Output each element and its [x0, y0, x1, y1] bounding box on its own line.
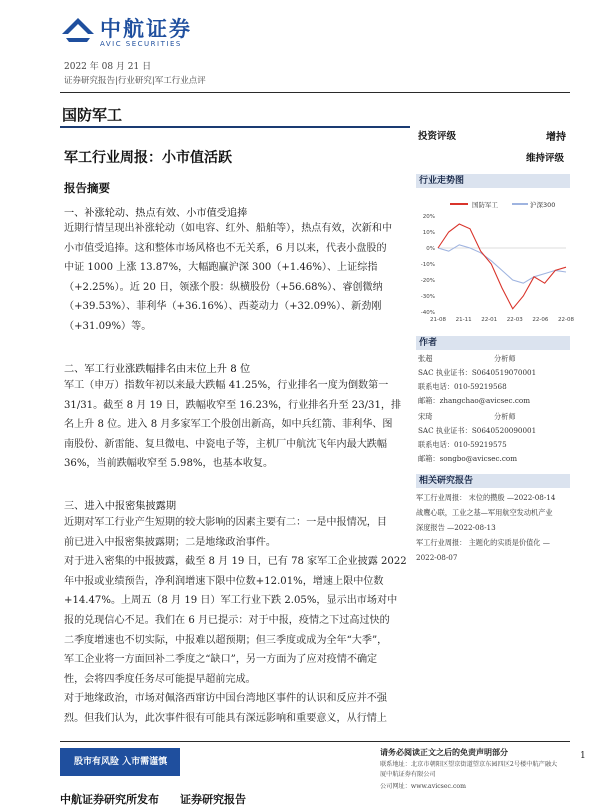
- author-sac: SAC 执业证书：S0640519070001: [418, 368, 537, 377]
- body-line: 军工企业将一方面回补二季度之“缺口”，另一方面为了应对疫情不确定: [64, 654, 378, 666]
- page-number: 1: [580, 751, 586, 761]
- section-heading: 三、进入中报密集披露期: [64, 501, 177, 512]
- breadcrumb: 证券研究报告|行业研究|军工行业点评: [64, 76, 206, 86]
- author-email: 邮箱：zhangchao@avicsec.com: [418, 396, 531, 405]
- report-date: 2022 年 08 月 21 日: [64, 62, 152, 72]
- body-line: （+31.09%）等。: [64, 320, 152, 332]
- company-website: 公司网址：www.avicsec.com: [380, 783, 467, 790]
- body-line: （+39.53%）、菲利华（+36.16%）、西菱动力（+32.09%）、新劲刚: [64, 301, 382, 313]
- body-line: 对于进入密集的中报披露，截至 8 月 19 日，已有 78 家军工企业披露 2022: [64, 556, 407, 568]
- y-tick-label: 20%: [422, 214, 435, 220]
- body-line: 36%，当前跌幅收窄至 5.98%，也基本收复。: [64, 458, 274, 470]
- trend-chart: [416, 190, 572, 330]
- related-item[interactable]: 2022-08-07: [416, 553, 458, 562]
- author-name: 宋琦: [418, 412, 433, 421]
- related-list: [416, 490, 572, 565]
- y-tick-label: -30%: [420, 294, 435, 300]
- risk-banner: 股市有风险 入市需谨慎: [60, 748, 180, 776]
- body-line: 军工（申万）指数年初以来最大跌幅 41.25%，行业排名一度为倒数第一: [64, 380, 389, 391]
- publisher-line: 中航证券研究所发布: [60, 793, 159, 806]
- related-heading: 相关研究报告: [416, 474, 570, 488]
- avic-logo-icon: [60, 14, 96, 46]
- disclaimer-note: 请务必阅读正文之后的免责声明部分: [380, 747, 508, 757]
- rating-value: 增持: [546, 132, 566, 143]
- sector-title: 国防军工: [62, 106, 123, 124]
- body-line: 近期对军工行业产生短期的较大影响的因素主要有二：一是中报情况，目: [64, 517, 387, 528]
- y-tick-label: 0%: [426, 246, 435, 252]
- rating-label: 投资评级: [418, 131, 457, 142]
- body-line: 报的兑现信心不足。我们在 6 月已提示：对于中报，疫情之下过高过快的: [64, 614, 390, 626]
- section-body: [64, 513, 412, 729]
- author-role: 分析师: [494, 412, 516, 421]
- company-logo: [60, 10, 220, 50]
- series-line-csi300: [438, 245, 566, 283]
- body-line: 小市值受追捧。这和整体市场风格也不无关系，6 月以来，代表小盘股的: [64, 242, 387, 254]
- x-tick-label: 22-03: [506, 317, 523, 323]
- body-line: 南股份、新雷能、复旦微电、中瓷电子等，主机厂中航沈飞年内最大跌幅: [64, 438, 387, 450]
- divider: [60, 741, 570, 742]
- related-item[interactable]: 战鹰心联，工业之基—军用航空发动机产业: [416, 508, 553, 517]
- section-body: [64, 219, 412, 337]
- body-line: 二季度增速也不切实际，中报难以超预期；但三季度或成为全年“大季”，: [64, 634, 388, 646]
- section-heading: 二、军工行业涨跌幅排名由末位上升 8 位: [64, 364, 251, 375]
- rating-sub: 维持评级: [526, 153, 565, 164]
- y-tick-label: -20%: [420, 278, 435, 284]
- related-item[interactable]: 军工行业周报： 末位的攒殷 —2022-08-14: [416, 493, 556, 502]
- body-line: 对于地缘政治，市场对佩洛西窜访中国台湾地区事件的认识和反应并不强: [64, 693, 387, 705]
- x-tick-label: 22-06: [532, 317, 549, 323]
- y-tick-label: 10%: [422, 230, 435, 236]
- divider: [60, 92, 570, 93]
- report-type-line: 证券研究报告: [180, 793, 246, 806]
- authors-heading: 作者: [416, 336, 570, 350]
- body-line: 年中报或业绩预告，净利润增速下限中位数+12.01%，增速上限中位数: [64, 575, 384, 587]
- company-address: 联系地址：北京市朝阳区望京街道望京东园四区2号楼中航产融大厦中航证券有限公司: [380, 761, 558, 778]
- trend-heading: 行业走势图: [416, 174, 570, 188]
- body-line: 近期行情呈现出补涨轮动（如电容、红外、船舶等），热点有效，次新和中: [64, 223, 393, 234]
- y-tick-label: -40%: [420, 310, 435, 316]
- legend-csi300-label: 沪深300: [530, 201, 556, 209]
- body-line: 烈。但我们认为，此次事件很有可能具有深远影响和重要意义，从行情上: [64, 712, 387, 724]
- body-line: 名上升 8 位。进入 8 月多家军工个股创出新高，如中兵红箭、菲利华、图: [64, 419, 393, 431]
- body-line: 前已进入中报密集披露期；二是地缘政治事件。: [64, 536, 276, 548]
- x-tick-label: 21-08: [430, 317, 446, 323]
- x-tick-label: 22-08: [558, 317, 574, 323]
- abstract-heading: 报告摘要: [64, 181, 110, 195]
- section-heading: 一、补涨轮动、热点有效、小市值受追捧: [64, 208, 248, 219]
- author-phone: 联系电话：010-59219575: [418, 440, 507, 449]
- body-line: （+2.25%）。近 20 日，领涨个股：纵横股份（+56.68%）、睿创微纳: [64, 281, 383, 293]
- section-body: [64, 376, 412, 474]
- body-line: 性，会将四季度任务尽可能提早超前完成。: [64, 673, 256, 685]
- logo-text-cn: 中航证券: [100, 17, 192, 41]
- related-item[interactable]: 军工行业周报： 主题化的实质是价值化 —: [416, 538, 550, 547]
- body-line: +14.47%。上周五（8 月 19 日）军工行业下跌 2.05%，显示出市场对中: [64, 595, 398, 607]
- author-email: 邮箱：songbo@avicsec.com: [418, 454, 518, 463]
- author-role: 分析师: [494, 354, 516, 363]
- author-phone: 联系电话：010-59219568: [418, 382, 507, 391]
- report-title: 军工行业周报：小市值活跃: [64, 150, 232, 166]
- related-item[interactable]: 深度报告 —2022-08-13: [416, 523, 496, 532]
- author-name: 张超: [418, 354, 433, 363]
- body-line: 中证 1000 上涨 13.87%，大幅跑赢沪深 300（+1.46%）、上证综指: [64, 262, 378, 274]
- x-tick-label: 21-11: [455, 317, 472, 323]
- divider: [60, 126, 410, 128]
- body-line: 31/31。截至 8 月 19 日，跌幅收窄至 16.23%，行业排名升至 23/31，排: [64, 399, 402, 411]
- author-sac: SAC 执业证书：S0640520090001: [418, 426, 537, 435]
- x-tick-label: 22-01: [481, 317, 498, 323]
- series-line-defense: [438, 224, 566, 309]
- logo-text-en: AVIC SECURITIES: [100, 40, 182, 48]
- legend-defense-label: 国防军工: [472, 201, 498, 209]
- y-tick-label: -10%: [420, 262, 435, 268]
